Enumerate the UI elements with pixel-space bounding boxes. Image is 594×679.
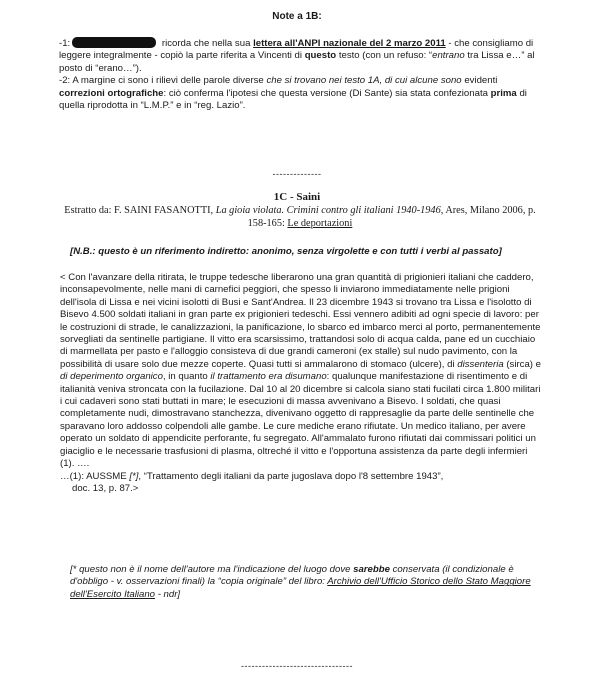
redacted-name: [72, 37, 156, 48]
body-reference-doc: doc. 13, p. 87.>: [72, 482, 139, 494]
body-text-c: , in quanto: [162, 371, 208, 383]
section-title: 1C - Saini: [273, 191, 321, 203]
note-2-text-c: : ciò conferma l'ipotesi che questa versione (Di Sante) sia stata confezionata: [163, 87, 488, 99]
note-1-text-c: testo (con un refuso: “: [338, 50, 433, 62]
footnote-text-a: [* questo non è il nome dell'autore ma l'indicazione del luogo dove: [70, 564, 351, 575]
source-book-title: La gioia violata. Crimini contro gli italiani 1940-1946: [215, 205, 441, 216]
body-italic-2: di deperimento organico: [60, 371, 163, 383]
note-1: [59, 37, 535, 75]
note-1-number: -1:: [59, 38, 71, 49]
quoted-body: [60, 272, 543, 495]
notes-block: [59, 37, 535, 112]
note-2-text-b: evidenti: [464, 75, 498, 87]
separator-top: --------------: [272, 169, 322, 179]
separator-bottom: --------------------------------: [241, 661, 353, 671]
body-paragraph: [60, 272, 543, 471]
note-1-text-b: - che consigliamo di leggere integralmente - copiò la parte riferita a Vincenti di: [59, 38, 534, 62]
reference-star: [*]: [129, 470, 139, 482]
nb-note: [N.B.: questo è un riferimento indiretto: anonimo, senza virgolette e con tutti i verbi al passato]: [70, 246, 502, 257]
note-2: [59, 75, 535, 112]
reference-label: …(1): AUSSME: [60, 470, 127, 482]
deportazioni-link[interactable]: Le deportazioni: [287, 217, 353, 229]
note-2-text-a: -2: A margine ci sono i rilievi delle parole diverse: [59, 75, 264, 87]
body-text-a: < Con l'avanzare della ritirata, le truppe tedesche liberarono una gran quantità di prigionieri italiani che caddero, inconsapevolmente, nelle mani di carnefici peggiori, che spesso li inviarono immediatamente nelle prigioni dell'isola di Lissa e nei vicini isolotti di Busi e Sant'Andrea. Il 23 dicembre 1943 si trovano tra Lissa e l'isolotto di Bisevo 4.500 soldati italiani in gran parte ex prigionieri tedeschi. Essi vennero adibiti ad ogni specie di lavoro: per le costruzioni di strade, le canalizzazioni, la panificazione, lo sbarco ed imbarco merci al porto, permanentemente sorvegliati da sentinelle partigiane. Il vitto era scarsissimo, trattandosi solo di acqua calda, pane ed un cucchiaio di marmellata per pasto e l'alloggio consisteva di due grandi cameroni (ex stalle) sul nudo pavimento, con la possibilità di usare solo due mezze coperte. Quasi tutti si ammalarono di stomaco (ulcere), di: [60, 272, 541, 370]
body-italic-1: dissenteria: [457, 358, 504, 370]
note-1-italic: entrano: [432, 50, 465, 62]
footnote-text-c: - ndr]: [155, 588, 181, 600]
reference-text: , “Trattamento degli italiani da parte jugoslava dopo l'8 settembre 1943”,: [138, 470, 444, 482]
note-2-bold-1: correzioni ortografiche: [59, 87, 164, 99]
note-2-italic: che si trovano nei testo 1A, di cui alcune sono: [266, 75, 462, 87]
body-text-d: : qualunque manifestazione di risentimento e di italianità veniva stroncata con la fucilazione. Dal 10 al 20 dicembre si calcola siano stati fucilati circa 1.800 militari i cui cadaveri sono stati buttati in mare; le esecuzioni di massa avvenivano a Bisevo. I soldati, che quasi completamente nudi, dimostravano stanchezza, divenivano oggetto di rappresaglie da parte delle sentinelle che sparavano loro addosso colpendoli alle gambe. Le cure mediche erano rifiutate. Un medico italiano, per avere operato un soldato di appendicite perforante, fu segregato. All'ammalato furono rifiutati dai commissari politici un giaciglio e le necessarie trasfusioni di plasma, oltreché il vitto e l'opportuna assistenza da parte degli infermieri (1). ….: [60, 371, 541, 470]
anpi-letter-link[interactable]: lettera all'ANPI nazionale del 2 marzo 2011: [253, 38, 446, 49]
source-publisher: , Ares, Milano 2006, p. 158-165:: [247, 205, 536, 229]
footnote-paragraph: [70, 564, 538, 601]
notes-title: Note a 1B:: [272, 11, 322, 22]
note-1-bold: questo: [304, 50, 337, 62]
note-2-text-d: di quella riprodotta in “L.M.P.” e in “reg. Lazio”.: [59, 87, 527, 112]
archive-link[interactable]: Archivio dell'Ufficio Storico dello Stato Maggiore dell'Esercito Italiano: [70, 576, 531, 600]
source-citation: [60, 205, 540, 230]
footnote-bold: sarebbe: [353, 564, 390, 575]
note-2-bold-2: prima: [490, 87, 517, 99]
body-reference: [60, 471, 543, 483]
note-1-text-a: ricorda che nella sua: [161, 38, 251, 49]
editor-footnote: [70, 564, 538, 601]
note-1-text-d: tra Lissa e…” al posto di “erano…”).: [59, 50, 535, 74]
source-author: Estratto da: F. SAINI FASANOTTI,: [64, 205, 214, 216]
body-italic-3: il trattamento era disumano: [210, 371, 327, 383]
footnote-text-b: conservata (il condizionale è d'obbligo - v. osservazioni finali) la “copia originale” del libro:: [70, 564, 514, 588]
body-text-b: (sirca) e: [503, 358, 541, 370]
